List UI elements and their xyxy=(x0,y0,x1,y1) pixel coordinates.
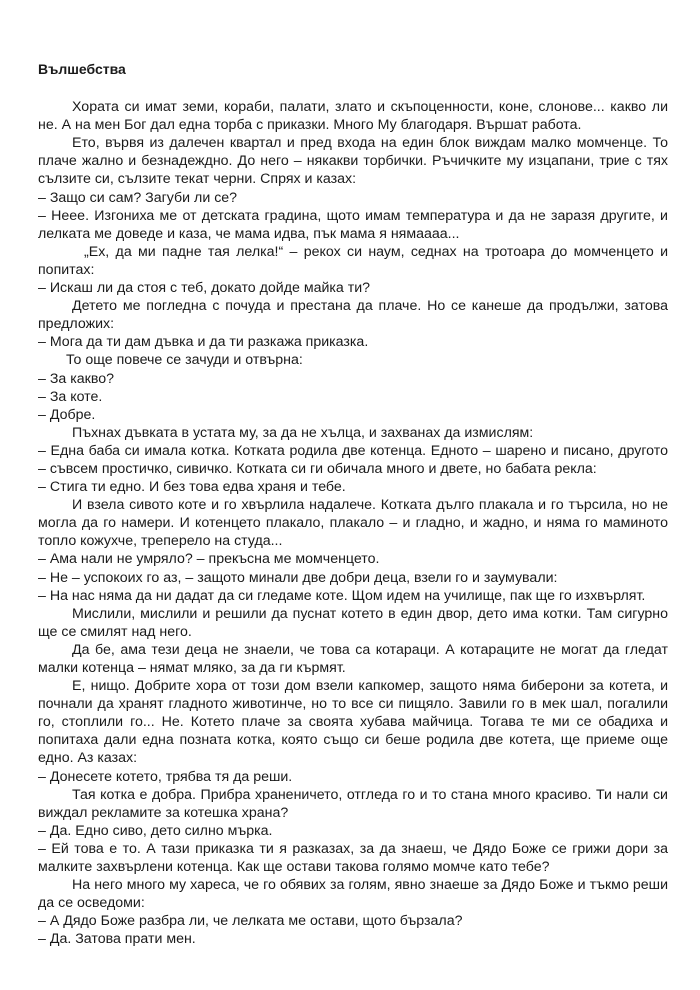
paragraph: – А Дядо Боже разбра ли, че лелката ме остави, щото бързала? xyxy=(38,913,463,930)
paragraph: Пъхнах дъвката в устата му, за да не хълца, и захванах да измислям: xyxy=(72,424,534,441)
paragraph: – Добре. xyxy=(38,406,96,423)
paragraph: „Ех, да ми падне тая лелка!“ – рекох си наум, седнах на тротоара до момченцето и попитах: xyxy=(38,243,668,278)
paragraph: – За коте. xyxy=(38,388,103,405)
paragraph: – Мога да ти дам дъвка и да ти разкажа приказка. xyxy=(38,334,369,351)
document-page xyxy=(38,60,668,949)
paragraph: И взела сивото коте и го хвърлила надалече. Котката дълго плакала и го търсила, но не могла да го намери. И котенцето плакало, плакало – и гладно, и жадно, и няма го маминото топло кожухче, треперело на студа... xyxy=(38,497,668,550)
paragraph: – Ама нали не умряло? – прекъсна ме момченцето. xyxy=(38,551,380,568)
paragraph: Да бе, ама тези деца не знаели, че това са котараци. А котараците не могат да гледат малки котенца – нямат мляко, за да ги кърмят. xyxy=(38,641,668,676)
paragraph: – Не – успокоих го аз, – защото минали две добри деца, взели го и заумували: xyxy=(38,569,558,586)
paragraph: – Нeее. Изгониха ме от детската градина, щото имам температура и да не заразя другите, и лелката ме доведе и каза, че мама идва, пък мама я нямаааа... xyxy=(38,207,668,242)
paragraph: Е, нищо. Добрите хора от този дом взели капкомер, защото няма биберони за котета, и почнали да хранят гладното животинче, но то все си пищяло. Завили го в мек шал, погалили го, стоплили го... Не. Котето плаче за своята хубава майчица. Тогава те ми се обадиха и попитаха дали една позната котка, която също си беше родила две котета, ще приеме още едно. Аз казах: xyxy=(38,678,668,767)
paragraph: То още повече се зачуди и отвърна: xyxy=(66,352,303,369)
paragraph: – Искаш ли да стоя с теб, докато дойде майка ти? xyxy=(38,280,371,297)
paragraph: – Да. Затова прати мен. xyxy=(38,931,196,948)
paragraph: – Да. Едно сиво, дето силно мърка. xyxy=(38,822,273,839)
paragraph: – Ей това е то. А тази приказка ти я разказах, за да знаеш, че Дядо Боже се грижи дори за малките захвърлени котенца. Как ще остави такова голямо момче като тебе? xyxy=(38,840,668,876)
paragraph: – За какво? xyxy=(38,370,115,387)
document-title: Вълшебства xyxy=(38,61,126,77)
paragraph: Мислили, мислили и решили да пуснат котето в един двор, дето има котки. Там сигурно ще се смилят над него. xyxy=(38,605,668,640)
paragraph: – Една баба си имала котка. Котката родила две котенца. Едното – шарено и писано, другото – съвсем простичко, сивичко. Котката си ги обичала много и двете, но бабата рекла: xyxy=(38,442,668,477)
paragraph: Ето, вървя из далечен квартал и пред входа на един блок виждам малко момченце. То плаче жално и безнадеждно. До него – някакви торбички. Ръчичките му изцапани, трие с тях сълзите си, сълзите текат черни. Спрях и казах: xyxy=(38,135,668,188)
paragraph: На него много му хареса, че го обявих за голям, явно знаеше за Дядо Боже и тъкмо реши да се осведоми: xyxy=(38,877,668,912)
paragraph: – Стига ти едно. И без това едва храня и тебе. xyxy=(38,479,346,496)
paragraph: – Защо си сам? Загуби ли се? xyxy=(38,189,238,206)
paragraph: – На нас няма да ни дадат да си гледаме коте. Щом идем на училище, пак ще го изхвърлят. xyxy=(38,587,646,604)
paragraph: Тая котка е добра. Прибра храненичето, отгледа го и то стана много красиво. Ти нали си виждал рекламите за котешка храна? xyxy=(38,786,668,821)
paragraph: Детето ме погледна с почуда и престана да плаче. Но се канеше да продължи, затова предложих: xyxy=(38,298,668,333)
paragraph: Хората си имат земи, кораби, палати, злато и скъпоценности, коне, слонове... какво ли не. А на мен Бог дал една торба с приказки. Много Му благодаря. Вършат работа. xyxy=(38,99,668,134)
paragraph: – Донесете котето, трябва тя да реши. xyxy=(38,768,293,785)
document-body xyxy=(38,98,668,948)
